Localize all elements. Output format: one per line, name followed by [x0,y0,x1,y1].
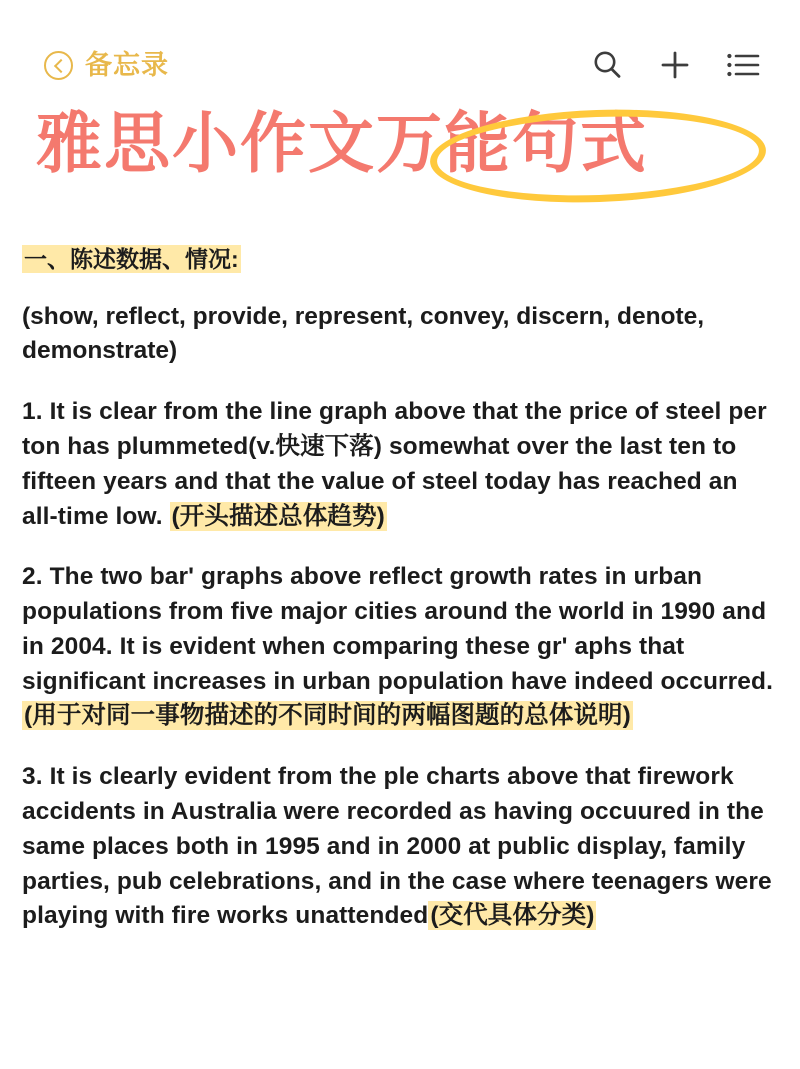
section-title [22,243,778,276]
item-text: It is clearly evident from the ple charts above that firework accidents in Australia were recorded as having occuured in the same places both in 1995 and in 2000 at public display, family parties, pub celebrations, and in the case where teenagers were playing with fire works unattended [22,763,772,930]
item-number: 2. [22,563,43,591]
heading-plain: 雅思小作文 [36,106,376,180]
section-title-text: 一、陈述数据、情况: [24,246,239,272]
item-number: 1. [22,398,43,426]
list-item [22,395,778,534]
item-highlight: (用于对同一事物描述的不同时间的两幅图题的总体说明) [24,702,631,730]
search-icon[interactable] [590,48,624,82]
verb-list: (show, reflect, provide, represent, convey, discern, denote, demonstrate) [22,302,705,365]
list-item [22,560,778,734]
item-number: 3. [22,763,43,791]
note-body [22,243,778,960]
item-text: The two bar' graphs above reflect growth rates in urban populations from five major cities around the world in 1990 and in 2004. It is evident when comparing these gr' aphs that significant increases in urban population have indeed occurred. [22,563,773,695]
header-actions [590,48,760,82]
list-menu-icon[interactable] [726,50,760,80]
add-icon[interactable] [658,48,692,82]
app-title: 备忘录 [85,49,169,80]
heading-circled: 万能句式 [376,106,648,180]
item-highlight: (开头描述总体趋势) [171,502,385,530]
back-button[interactable] [44,51,169,80]
item-text: It is clear from the line graph above that the price of steel per ton has plummeted(v.快速下落) somewhat over the last ten to fifteen years and that the value of steel today has reached an all-time low. [22,398,767,530]
note-heading-area [0,106,800,216]
item-highlight: (交代具体分类) [430,902,595,930]
note-heading [36,106,648,182]
back-chevron-circle-icon[interactable] [44,51,73,80]
list-item [22,760,778,934]
app-header [0,34,800,96]
